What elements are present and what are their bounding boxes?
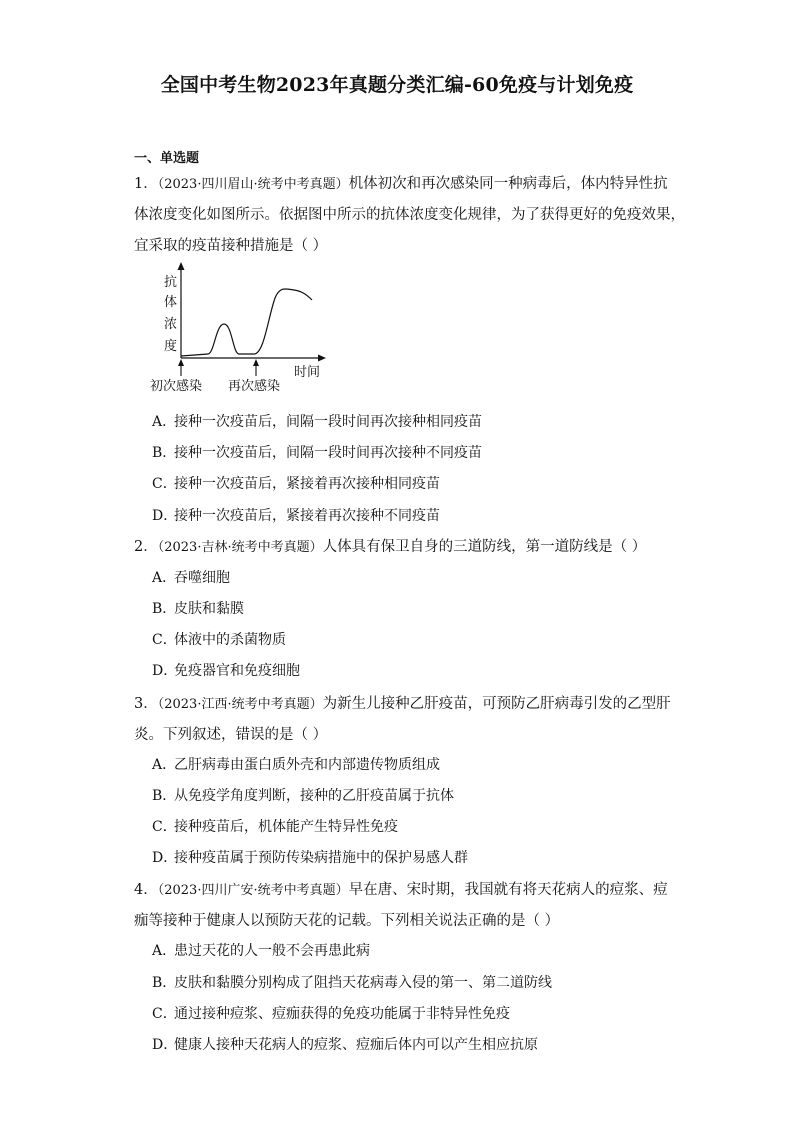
question-4-text-1: 早在唐、宋时期，我国就有将天花病人的痘浆、痘 [348,882,668,898]
question-4-number: 4． [134,882,158,898]
question-2-number: 2． [134,539,158,555]
option-text: 免疫器官和免疫细胞 [174,663,300,679]
option-label: C． [152,476,177,492]
question-4-source: （2023·四川广安·统考中考真题） [157,883,349,898]
question-3-option-d[interactable] [152,847,468,867]
question-3-option-b[interactable] [152,785,454,805]
question-3-option-a[interactable] [152,754,440,774]
option-label: B． [152,975,177,991]
option-text: 接种一次疫苗后，紧接着再次接种相同疫苗 [174,476,440,492]
page-title: 全国中考生物2023年真题分类汇编-60免疫与计划免疫 [160,74,634,96]
x-axis-arrow [318,355,326,362]
option-text: 皮肤和黏膜分别构成了阻挡天花病毒入侵的第一、第二道防线 [174,975,552,991]
option-label: C． [152,1006,177,1022]
question-2-text-1: 人体具有保卫自身的三道防线，第一道防线是（ ） [322,539,647,555]
option-text: 接种一次疫苗后，间隔一段时间再次接种相同疫苗 [174,414,482,430]
y-label-char-2: 体 [164,295,178,310]
question-1-line-2: 体浓度变化如图所示。依据图中所示的抗体浓度变化规律，为了获得更好的免疫效果， [134,207,685,223]
question-4-line-2: 痂等接种于健康人以预防天花的记载。下列相关说法正确的是（ ） [134,913,560,929]
question-4-option-a[interactable] [152,940,370,960]
question-1-option-c[interactable] [152,473,440,493]
question-2-option-c[interactable] [152,629,286,649]
option-label: A． [152,414,177,430]
question-4-option-d[interactable] [152,1034,538,1054]
question-3-line-2: 炎。下列叙述，错误的是（ ） [134,727,328,743]
question-2-option-d[interactable] [152,660,300,680]
y-label-char-1: 抗 [164,275,178,290]
y-label-char-4: 度 [164,339,178,354]
second-infection-label: 再次感染 [228,379,281,394]
question-3-option-c[interactable] [152,816,398,836]
question-3-line-1 [134,692,671,713]
question-1-option-a[interactable] [152,411,482,431]
section-heading: 一、单选题 [134,151,200,166]
question-2-line-1 [134,535,646,556]
question-4-line-1 [134,878,668,899]
question-1-source: （2023·四川眉山·统考中考真题） [157,177,349,192]
question-2-option-a[interactable] [152,567,230,587]
y-label-char-3: 浓 [164,317,178,332]
question-4-option-b[interactable] [152,972,552,992]
option-text: 从免疫学角度判断，接种的乙肝疫苗属于抗体 [174,788,454,804]
option-text: 乙肝病毒由蛋白质外壳和内部遗传物质组成 [174,757,440,773]
option-label: C． [152,819,177,835]
option-label: D． [152,1037,178,1053]
question-1-line-3: 宜采取的疫苗接种措施是（ ） [134,238,328,254]
option-text: 接种疫苗属于预防传染病措施中的保护易感人群 [174,850,468,866]
option-label: D． [152,508,178,524]
option-label: D． [152,850,178,866]
option-text: 吞噬细胞 [174,570,230,586]
question-1-option-d[interactable] [152,505,440,525]
option-label: A． [152,757,177,773]
option-label: A． [152,570,177,586]
option-text: 接种一次疫苗后，间隔一段时间再次接种不同疫苗 [174,445,482,461]
first-infection-label: 初次感染 [150,379,203,394]
question-1-line-1 [134,172,668,193]
option-label: B． [152,601,177,617]
question-1-text-1: 机体初次和再次感染同一种病毒后，体内特异性抗 [348,176,668,192]
question-3-number: 3． [134,696,158,712]
antibody-concentration-figure [140,258,340,400]
option-text: 通过接种痘浆、痘痂获得的免疫功能属于非特异性免疫 [174,1006,510,1022]
option-text: 健康人接种天花病人的痘浆、痘痂后体内可以产生相应抗原 [174,1037,538,1053]
option-label: B． [152,445,177,461]
question-2-source: （2023·吉林·统考中考真题） [157,540,323,555]
question-1-option-b[interactable] [152,442,482,462]
antibody-curve [181,289,312,356]
option-text: 接种一次疫苗后，紧接着再次接种不同疫苗 [174,508,440,524]
option-label: A． [152,943,177,959]
option-label: D． [152,663,178,679]
option-text: 接种疫苗后，机体能产生特异性免疫 [174,819,398,835]
question-3-text-1: 为新生儿接种乙肝疫苗，可预防乙肝病毒引发的乙型肝 [322,696,671,712]
y-axis-arrow [178,262,185,270]
question-4-option-c[interactable] [152,1003,510,1023]
x-axis-label: 时间 [294,365,321,380]
question-2-option-b[interactable] [152,598,244,618]
option-text: 皮肤和黏膜 [174,601,244,617]
option-label: C． [152,632,177,648]
option-text: 体液中的杀菌物质 [174,632,286,648]
option-text: 患过天花的人一般不会再患此病 [174,943,370,959]
option-label: B． [152,788,177,804]
question-3-source: （2023·江西·统考中考真题） [157,697,323,712]
question-1-number: 1． [134,176,158,192]
